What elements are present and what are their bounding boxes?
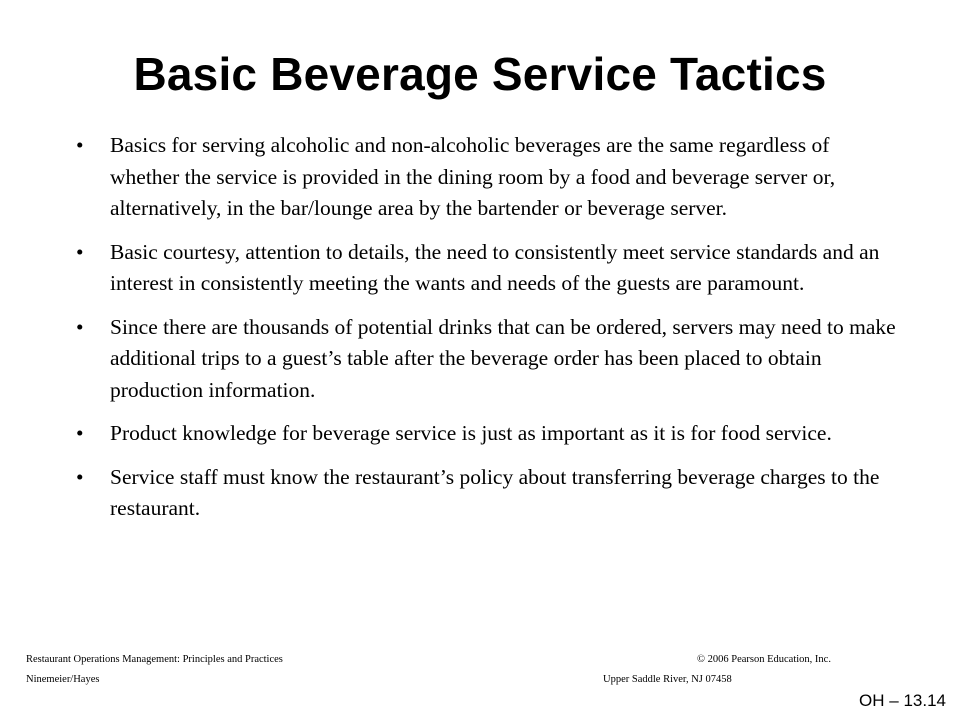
bullet-item bbox=[76, 312, 896, 407]
bullet-text: Since there are thousands of potential drinks that can be ordered, servers may need to make additional trips to a guest’s table after the beverage order has been placed to obtain production information. bbox=[110, 314, 896, 402]
bullet-item bbox=[76, 237, 896, 300]
bullet-dot: • bbox=[76, 133, 84, 157]
bullet-item bbox=[76, 130, 896, 225]
bullet-dot: • bbox=[76, 421, 84, 445]
bullet-item bbox=[76, 462, 896, 525]
footer-publisher-address: Upper Saddle River, NJ 07458 bbox=[603, 674, 732, 685]
bullet-text: Product knowledge for beverage service is just as important as it is for food service. bbox=[110, 421, 832, 445]
bullet-dot: • bbox=[76, 239, 84, 264]
bullet-text: Basic courtesy, attention to details, the need to consistently meet service standards and an interest in consistently meeting the wants and needs of the guests are paramount. bbox=[110, 239, 880, 295]
footer-copyright: © 2006 Pearson Education, Inc. bbox=[697, 654, 831, 665]
slide-number: OH – 13.14 bbox=[859, 691, 946, 710]
bullet-list bbox=[76, 130, 896, 537]
bullet-text: Service staff must know the restaurant’s policy about transferring beverage charges to the restaurant. bbox=[110, 464, 880, 520]
footer-book-title: Restaurant Operations Management: Principles and Practices bbox=[26, 654, 283, 665]
slide-title: Basic Beverage Service Tactics bbox=[133, 48, 827, 100]
footer-authors: Ninemeier/Hayes bbox=[26, 674, 100, 685]
bullet-dot: • bbox=[76, 464, 84, 489]
bullet-item bbox=[76, 418, 896, 450]
bullet-dot: • bbox=[76, 314, 84, 339]
bullet-text: Basics for serving alcoholic and non-alcoholic beverages are the same regardless of whether the service is provided in the dining room by a food and beverage server or, alternatively, in the bar/lounge area by the bartender or beverage server. bbox=[110, 133, 836, 220]
